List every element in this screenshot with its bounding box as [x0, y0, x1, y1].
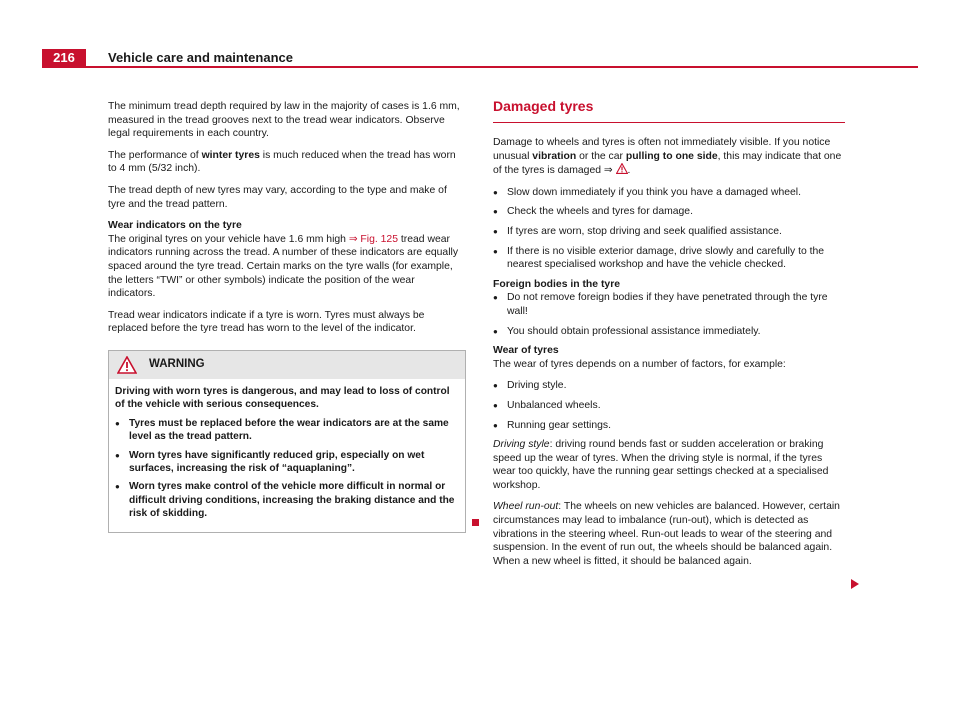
paragraph: Damage to wheels and tyres is often not immediately visible. If you notice unusual vibration or the car pulling to one side, this may indicate that one of the tyres is damaged ⇒ .: [493, 137, 842, 177]
warning-intro: Driving with worn tyres is dangerous, and may lead to loss of control of the vehicle with serious consequences.: [115, 385, 450, 411]
page-header-title: Vehicle care and maintenance: [108, 50, 293, 65]
list-item: ● If there is no visible exterior damage, drive slowly and carefully to the nearest specialised workshop and have the vehicle checked.: [493, 245, 845, 272]
list-item: ● Driving style.: [493, 379, 845, 393]
paragraph: The wear of tyres depends on a number of factors, for example:: [493, 358, 786, 370]
warning-link-icon[interactable]: [616, 163, 628, 174]
warning-title: WARNING: [149, 358, 205, 371]
subheading: Wear indicators on the tyre: [108, 220, 242, 232]
left-column: [108, 100, 464, 533]
continue-arrow-icon: [851, 579, 859, 589]
list-item: ● If tyres are worn, stop driving and seek qualified assistance.: [493, 225, 845, 239]
warning-body: [109, 379, 465, 532]
subheading: Foreign bodies in the tyre: [493, 278, 621, 290]
warning-item: ● Worn tyres have significantly reduced grip, especially on wet surfaces, increasing the risk of “aquaplaning”.: [115, 449, 457, 476]
paragraph: The original tyres on your vehicle have 1.6 mm high ⇒ Fig. 125 tread wear indicators running across the tread. A number of these indicators are equally spaced around the tyre tread. Certain marks on the tyre walls (for example, the letters “TWI” or other symbols) indicate the position of the wear indicators.: [108, 233, 459, 300]
warning-header: [109, 351, 465, 379]
list-item: ● Do not remove foreign bodies if they have penetrated through the tyre wall!: [493, 291, 845, 318]
paragraph: Wheel run-out: The wheels on new vehicles are balanced. However, certain circumstances may lead to imbalance (run-out), which is detected as vibrations in the steering wheel. Run-out leads to wear of the steering and suspension. In the event of run out, the wheels should be balanced again. When a new wheel is fitted, it should be balanced again.: [493, 501, 840, 567]
paragraph: The minimum tread depth required by law in the majority of cases is 1.6 mm, measured in the tread grooves next to the tread wear indicators. Observe legal requirements in each country.: [108, 101, 460, 140]
list-item: ● You should obtain professional assistance immediately.: [493, 325, 845, 339]
section-end-marker: [472, 519, 479, 526]
paragraph: The tread depth of new tyres may vary, according to the type and make of tyre and the tread pattern.: [108, 184, 447, 210]
right-column: [493, 100, 845, 576]
list-item: ● Check the wheels and tyres for damage.: [493, 205, 845, 219]
warning-triangle-icon: [117, 356, 137, 374]
paragraph: The performance of winter tyres is much reduced when the tread has worn to 4 mm (5/32 inch).: [108, 149, 456, 175]
paragraph: Driving style: driving round bends fast or sudden acceleration or braking speed up the wear of tyres. When the driving style is normal, if the tyres wear too quickly, have the running gear settings checked at a specialised workshop.: [493, 439, 829, 491]
warning-item: ● Tyres must be replaced before the wear indicators are at the same level as the tread pattern.: [115, 417, 457, 444]
figure-link[interactable]: ⇒ Fig. 125: [348, 233, 398, 245]
list-item: ● Unbalanced wheels.: [493, 399, 845, 413]
section-rule: [493, 122, 845, 123]
subheading: Wear of tyres: [493, 345, 559, 357]
warning-item: ● Worn tyres make control of the vehicle more difficult in normal or difficult driving conditions, increasing the braking distance and the risk of skidding.: [115, 480, 457, 520]
paragraph: Tread wear indicators indicate if a tyre is worn. Tyres must always be replaced before the tyre tread has worn to the level of the indicator.: [108, 309, 425, 335]
header-rule: [42, 66, 918, 68]
list-item: ● Running gear settings.: [493, 419, 845, 433]
warning-box: [108, 350, 466, 533]
section-title: Damaged tyres: [493, 98, 594, 114]
page-number: 216: [42, 49, 86, 67]
list-item: ● Slow down immediately if you think you have a damaged wheel.: [493, 186, 845, 200]
